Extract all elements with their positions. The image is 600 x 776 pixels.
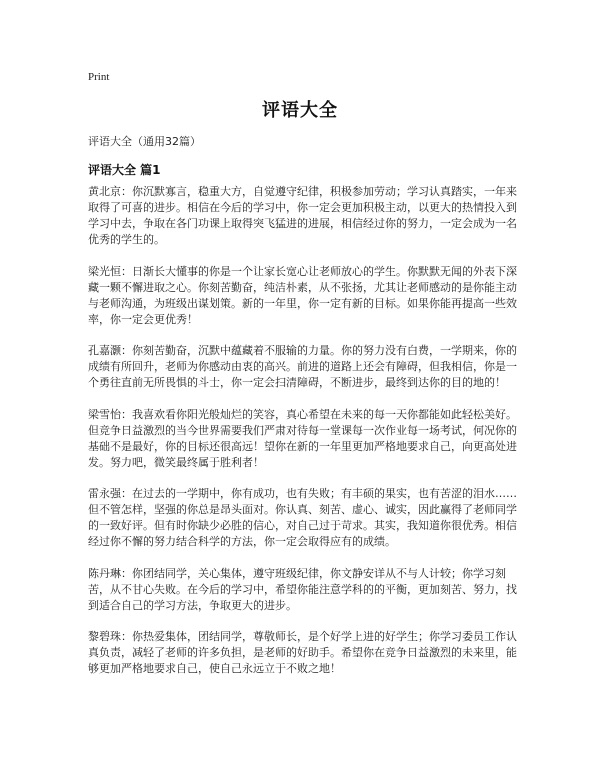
comment-paragraph: 陈丹琳：你团结同学，关心集体，遵守班级纪律，你文静安详从不与人计较；你学习刻苦，从不甘心失败。在今后的学习中，希望你能注意学科的的平衡，更加刻苦、努力，找到适合自己的学习方法，争取更大的进步。	[88, 566, 517, 612]
comment-paragraph: 梁雪怡：我喜欢看你阳光般灿烂的笑容，真心希望在未来的每一天你都能如此轻松美好。但竞争日益激烈的当今世界需要我们严肃对待每一堂课每一次作业每一场考试，何况你的基础不是最好，你的目标还很高远！望你在新的一年里更加严格地要求自己，向更高处进发。努力吧，微笑最终属于胜利者！	[88, 407, 517, 469]
print-link[interactable]: Print	[88, 71, 110, 83]
comment-paragraph: 黎碧珠：你热爱集体，团结同学，尊敬师长，是个好学上进的好学生；你学习委员工作认真负责，减轻了老师的许多负担，是老师的好助手。希望你在竞争日益激烈的未来里，能够更加严格地要求自己，使自己永远立于不败之地！	[88, 630, 517, 676]
comment-paragraph: 黄北京：你沉默寡言，稳重大方，自觉遵守纪律，积极参加劳动；学习认真踏实，一年来取得了可喜的进步。相信在今后的学习中，你一定会更加积极主动，以更大的热情投入到学习中去，争取在各门功课上取得突飞猛进的进展，相信经过你的努力，一定会成为一名优秀的学生的。	[88, 185, 517, 247]
comment-paragraph: 梁光恒：日渐长大懂事的你是一个让家长宽心让老师放心的学生。你默默无闻的外表下深藏一颗不懈进取之心。你刻苦勤奋，纯洁朴素，从不张扬，尤其让老师感动的是你能主动与老师沟通，为班级出谋划策。新的一年里，你一定有新的目标。如果你能再提高一些效率，你一定会更优秀！	[88, 264, 517, 326]
comment-paragraph: 孔嘉灏：你刻苦勤奋，沉默中蕴藏着不服输的力量。你的努力没有白费，一学期来，你的成绩有所回升，老师为你感动由衷的高兴。前进的道路上还会有障碍，但我相信，你是一个勇往直前无所畏惧的斗士，你一定会扫清障碍，不断进步，最终到达你的目的地的！	[88, 344, 517, 390]
page-title: 评语大全	[262, 100, 338, 121]
section-heading: 评语大全 篇1	[88, 163, 161, 177]
comment-list	[88, 184, 524, 693]
document-subtitle: 评语大全（通用32篇）	[88, 135, 201, 148]
comment-paragraph: 雷永强：在过去的一学期中，你有成功，也有失败；有丰硕的果实，也有苦涩的泪水……但不管怎样，坚强的你总是昂头面对。你认真、刻苦、虚心、诚实，因此赢得了老师同学的一致好评。但有时你缺少必胜的信心，对自己过于苛求。其实，我知道你很优秀。相信经过你不懈的努力结合科学的方法，你一定会取得应有的成绩。	[88, 487, 517, 549]
